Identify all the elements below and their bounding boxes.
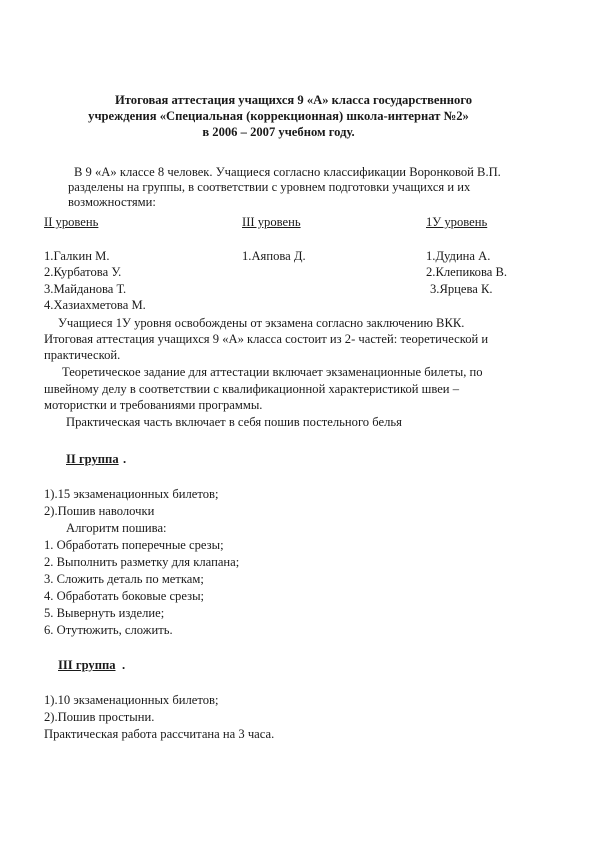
title-line-3: в 2006 – 2007 учебном году.: [202, 125, 355, 139]
student-level2-4: 4.Хазиахметова М.: [44, 298, 146, 312]
title-line-2: учреждения «Специальная (коррекционная) школа-интернат №2»: [88, 109, 469, 123]
student-level2-3: 3.Майданова Т.: [44, 282, 127, 296]
algorithm-step-5: 5. Вывернуть изделие;: [44, 606, 165, 620]
practical-duration-note: Практическая работа рассчитана на 3 часа.: [44, 727, 275, 741]
paragraph-practice: Практическая часть включает в себя пошив постельного белья: [66, 415, 402, 429]
paragraph-theory-line-3: мотористки и требованиями программы.: [44, 398, 263, 412]
group-3-heading-dot: .: [122, 658, 126, 672]
level-2-heading: II уровень: [44, 215, 99, 229]
paragraph-parts-line-2: практической.: [44, 348, 121, 362]
algorithm-step-6: 6. Отутюжить, сложить.: [44, 623, 173, 637]
algorithm-step-3: 3. Сложить деталь по меткам;: [44, 572, 204, 586]
level-4-heading: 1У уровень: [426, 215, 488, 229]
group-2-heading-text: II группа: [66, 452, 119, 466]
document-title: [0, 92, 595, 140]
group-3-heading-text: III группа: [58, 658, 116, 672]
algorithm-step-4: 4. Обработать боковые срезы;: [44, 589, 205, 603]
intro-line-1: В 9 «А» классе 8 человек. Учащиеся согласно классификации Воронковой В.П.: [74, 165, 501, 179]
paragraph-theory-line-1: Теоретическое задание для аттестации включает экзаменационные билеты, по: [62, 365, 483, 379]
level-3-heading: III уровень: [242, 215, 301, 229]
group-2-item-2: 2).Пошив наволочки: [44, 504, 155, 518]
algorithm-step-2: 2. Выполнить разметку для клапана;: [44, 555, 240, 569]
group-3-item-1: 1).10 экзаменационных билетов;: [44, 693, 219, 707]
student-level2-1: 1.Галкин М.: [44, 249, 110, 263]
intro-paragraph: [68, 164, 568, 209]
group-3-item-2: 2).Пошив простыни.: [44, 710, 155, 724]
title-line-1: Итоговая аттестация учащихся 9 «А» класса государственного: [114, 93, 473, 107]
algorithm-step-1: 1. Обработать поперечные срезы;: [44, 538, 224, 552]
group-2-heading-dot: .: [123, 452, 127, 466]
paragraph-theory-line-2: швейному делу в соответствии с квалификационной характеристикой швеи –: [44, 382, 459, 396]
group-2-heading: [66, 451, 119, 467]
student-level4-2: 2.Клепикова В.: [426, 265, 508, 279]
student-level2-2: 2.Курбатова У.: [44, 265, 122, 279]
group-2-item-1: 1).15 экзаменационных билетов;: [44, 487, 219, 501]
group-3-heading: [58, 657, 116, 673]
student-level4-1: 1.Дудина А.: [426, 249, 491, 263]
student-level4-3: 3.Ярцева К.: [430, 282, 493, 296]
intro-line-2: разделены на группы, в соответствии с уровнем подготовки учащихся и их: [68, 180, 471, 194]
student-level3-1: 1.Аяпова Д.: [242, 249, 306, 263]
paragraph-parts-line-1: Итоговая аттестация учащихся 9 «А» класса состоит из 2- частей: теоретической и: [44, 332, 489, 346]
paragraph-exempt: Учащиеся 1У уровня освобождены от экзамена согласно заключению ВКК.: [58, 316, 465, 330]
intro-line-3: возможностями:: [68, 195, 156, 209]
algorithm-title: Алгоритм пошива:: [66, 521, 167, 535]
